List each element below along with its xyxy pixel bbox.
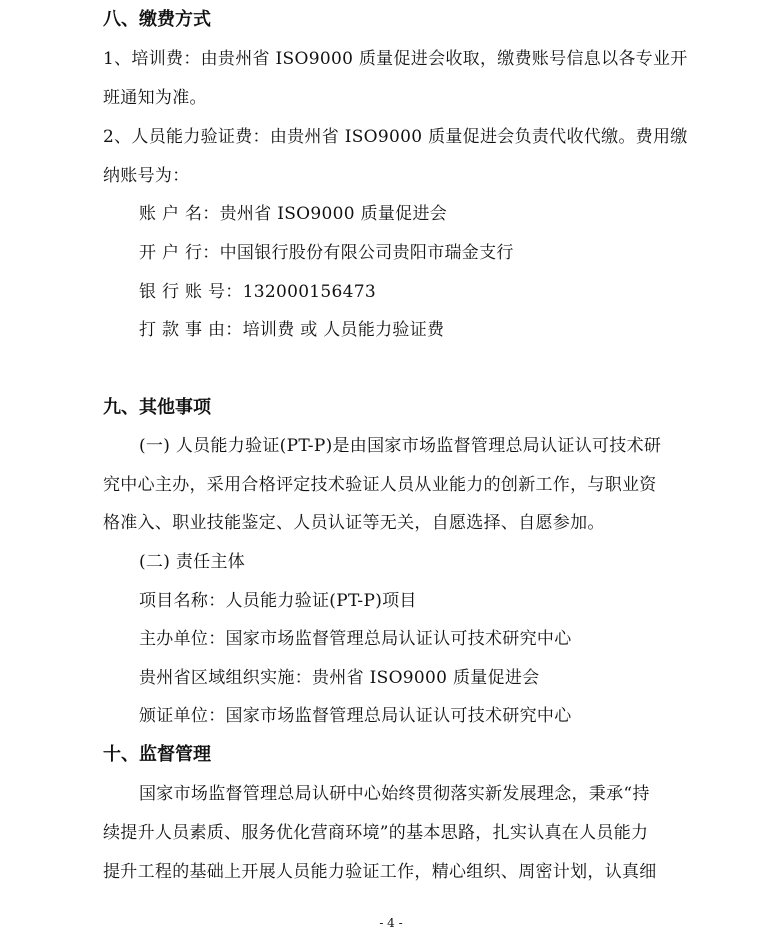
section-10-para-line-3: 提升工程的基础上开展人员能力验证工作，精心组织、周密计划，认真细 bbox=[103, 862, 657, 882]
section-9-para-2-title: (二) 责任主体 bbox=[139, 552, 246, 572]
issuing-unit-line: 颁证单位：国家市场监督管理总局认证认可技术研究中心 bbox=[139, 706, 572, 726]
section-10-para-line-2: 续提升人员素质、服务优化营商环境”的基本思路，扎实认真在人员能力 bbox=[103, 823, 649, 843]
section-9-para-1-line-3: 格准入、职业技能鉴定、人员认证等无关，自愿选择、自愿参加。 bbox=[103, 513, 605, 533]
section-8-item-1-line-1: 1、培训费：由贵州省 ISO9000 质量促进会收取，缴费账号信息以各专业开 bbox=[103, 49, 688, 69]
host-unit-line: 主办单位：国家市场监督管理总局认证认可技术研究中心 bbox=[139, 629, 572, 649]
section-8-item-2-line-1: 2、人员能力验证费：由贵州省 ISO9000 质量促进会负责代收代缴。费用缴 bbox=[103, 127, 688, 147]
project-name-line: 项目名称：人员能力验证(PT-P)项目 bbox=[139, 591, 417, 611]
account-name-line: 账 户 名：贵州省 ISO9000 质量促进会 bbox=[139, 204, 448, 224]
section-9-heading: 九、其他事项 bbox=[103, 397, 211, 418]
account-number-line: 银 行 账 号：132000156473 bbox=[139, 282, 377, 302]
section-8-heading: 八、缴费方式 bbox=[103, 9, 211, 30]
section-9-para-1-line-1: (一) 人员能力验证(PT-P)是由国家市场监督管理总局认证认可技术研 bbox=[139, 436, 662, 456]
section-8-item-1-line-2: 班通知为准。 bbox=[103, 88, 207, 108]
payment-reason-line: 打 款 事 由：培训费 或 人员能力验证费 bbox=[139, 320, 445, 340]
section-9-para-1-line-2: 究中心主办，采用合格评定技术验证人员从业能力的创新工作，与职业资 bbox=[103, 475, 657, 495]
page-number: - 4 - bbox=[379, 916, 403, 930]
section-8-item-2-line-2: 纳账号为： bbox=[103, 166, 190, 186]
section-10-heading: 十、监督管理 bbox=[103, 744, 211, 765]
section-10-para-line-1: 国家市场监督管理总局认研中心始终贯彻落实新发展理念，秉承“持 bbox=[139, 784, 650, 804]
bank-line: 开 户 行：中国银行股份有限公司贵阳市瑞金支行 bbox=[139, 243, 514, 263]
regional-org-line: 贵州省区域组织实施：贵州省 ISO9000 质量促进会 bbox=[139, 668, 540, 688]
